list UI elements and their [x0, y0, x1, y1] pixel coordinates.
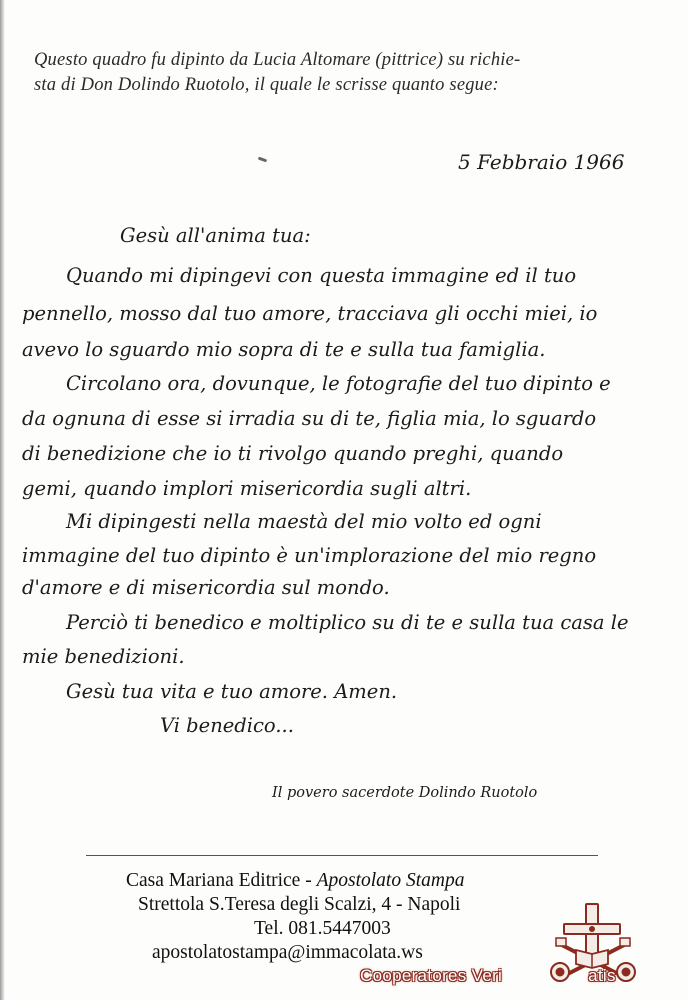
intro-paragraph [34, 48, 654, 98]
letter-line: immagine del tuo dipinto è un'implorazione del mio regno [22, 544, 597, 567]
letter-line: Perciò ti benedico e moltiplico su di te e sulla tua casa le [66, 611, 629, 634]
signature: Il povero sacerdote Dolindo Ruotolo [272, 785, 538, 801]
letter-line: mie benedizioni. [22, 645, 185, 668]
publisher-line [126, 870, 464, 892]
letter-line: Quando mi dipingevi con questa immagine ed il tuo [66, 264, 577, 287]
letter-line: d'amore e di misericordia sul mondo. [22, 576, 390, 599]
publisher-email: apostolatostampa@immacolata.ws [152, 942, 423, 963]
watermark-text-end: atis [588, 966, 616, 985]
letter-salutation: Gesù all'anima tua: [120, 224, 311, 247]
scan-speck [258, 157, 267, 163]
letter-line: da ognuna di esse si irradia su di te, figlia mia, lo sguardo [22, 407, 597, 430]
letter-date: 5 Febbraio 1966 [458, 150, 625, 174]
letter-line: pennello, mosso dal tuo amore, tracciava gli occhi miei, io [22, 302, 598, 325]
letter-closing: Vi benedico... [160, 714, 294, 737]
letter-line: di benedizione che io ti rivolgo quando preghi, quando [22, 442, 564, 465]
watermark-text [360, 966, 616, 986]
intro-line-2: sta di Don Dolindo Ruotolo, il quale le scrisse quanto segue: [34, 75, 499, 95]
letter-line: Circolano ora, dovunque, le fotografie del tuo dipinto e [66, 372, 611, 395]
intro-line-1: Questo quadro fu dipinto da Lucia Altomare (pittrice) su richie- [34, 50, 521, 70]
publisher-phone: Tel. 081.5447003 [254, 918, 391, 939]
publisher-name: Casa Mariana Editrice - [126, 870, 317, 891]
letter-line: gemi, quando implori misericordia sugli altri. [22, 477, 472, 500]
letter-line: Gesù tua vita e tuo amore. Amen. [66, 680, 398, 703]
letter-line: Mi dipingesti nella maestà del mio volto ed ogni [66, 510, 542, 533]
publisher-address: Strettola S.Teresa degli Scalzi, 4 - Napoli [138, 894, 461, 915]
scan-edge [0, 0, 5, 1000]
publisher-imprint: Apostolato Stampa [316, 870, 465, 891]
watermark-text-start: Cooperatores Veri [360, 966, 503, 985]
letter-line: avevo lo sguardo mio sopra di te e sulla tua famiglia. [22, 338, 546, 361]
divider [86, 855, 598, 856]
